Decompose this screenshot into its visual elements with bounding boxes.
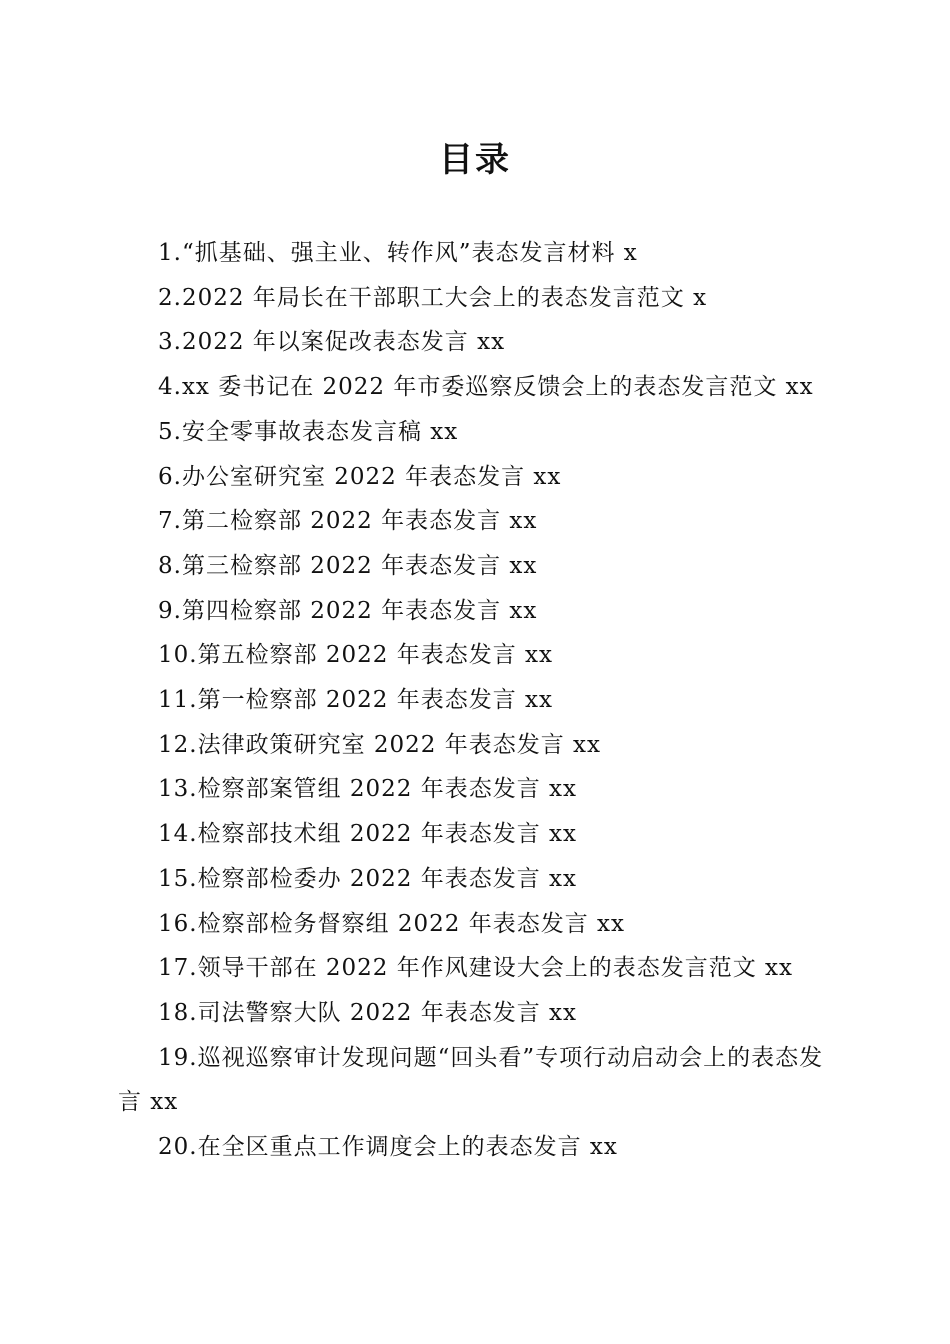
toc-entry: 6.办公室研究室 2022 年表态发言 xx: [158, 463, 562, 490]
page-title: 目录: [439, 140, 511, 180]
toc-entry: 7.第二检察部 2022 年表态发言 xx: [158, 508, 538, 535]
toc-entry: 14.检察部技术组 2022 年表态发言 xx: [158, 821, 577, 848]
toc-entry: 11.第一检察部 2022 年表态发言 xx: [158, 687, 553, 714]
toc-entry: 18.司法警察大队 2022 年表态发言 xx: [158, 999, 577, 1026]
toc-entry: 20.在全区重点工作调度会上的表态发言 xx: [158, 1134, 618, 1161]
toc-entry: 15.检察部检委办 2022 年表态发言 xx: [158, 865, 577, 892]
toc-entry: 2.2022 年局长在干部职工大会上的表态发言范文 x: [158, 284, 708, 311]
toc-entry: 4.xx 委书记在 2022 年市委巡察反馈会上的表态发言范文 xx: [158, 374, 814, 401]
toc-entry: 16.检察部检务督察组 2022 年表态发言 xx: [158, 910, 625, 937]
toc-entry: 13.检察部案管组 2022 年表态发言 xx: [158, 776, 577, 803]
toc-entry: 9.第四检察部 2022 年表态发言 xx: [158, 597, 538, 624]
toc-entry: 12.法律政策研究室 2022 年表态发言 xx: [158, 731, 601, 758]
toc-entry: 8.第三检察部 2022 年表态发言 xx: [158, 552, 538, 579]
toc-entry: 3.2022 年以案促改表态发言 xx: [158, 329, 506, 356]
toc-list: [118, 231, 830, 1170]
toc-entry: 1.“抓基础、强主业、转作风”表态发言材料 x: [158, 240, 638, 266]
toc-entry: 5.安全零事故表态发言稿 xx: [158, 418, 459, 445]
toc-entry: 19.巡视巡察审计发现问题“回头看”专项行动启动会上的表态发言 xx: [118, 1044, 824, 1116]
toc-entry: 17.领导干部在 2022 年作风建设大会上的表态发言范文 xx: [158, 955, 793, 982]
toc-entry: 10.第五检察部 2022 年表态发言 xx: [158, 642, 553, 669]
